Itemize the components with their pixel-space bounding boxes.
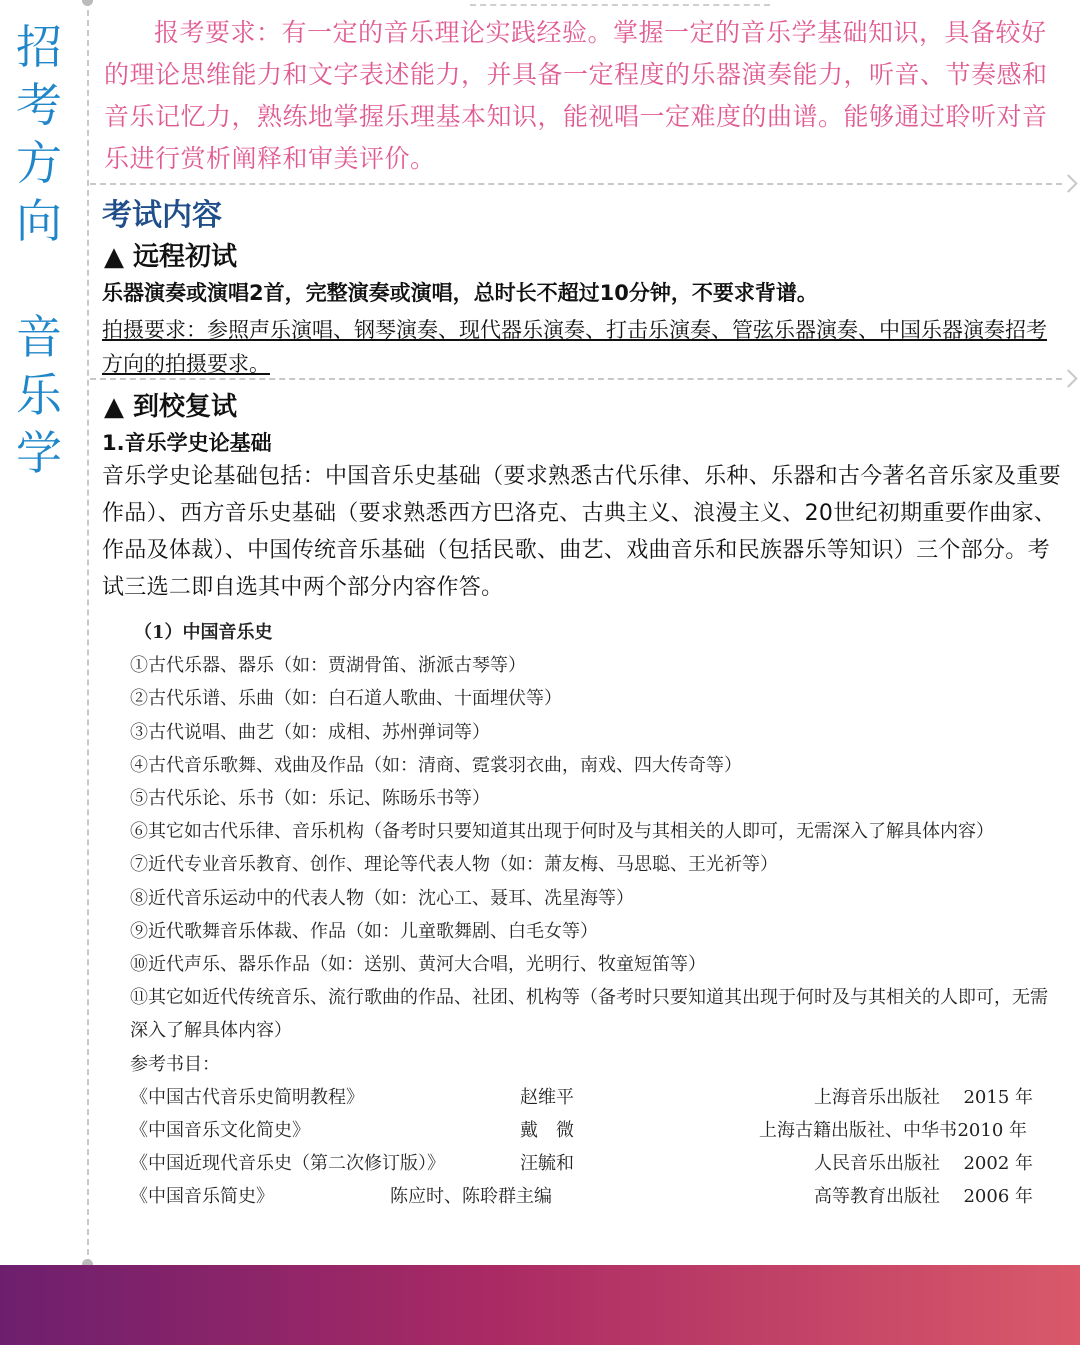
arrow-right-icon xyxy=(1059,369,1077,387)
side-char: 乐 xyxy=(16,368,62,422)
shooting-requirement: 拍摄要求：参照声乐演唱、钢琴演奏、现代器乐演奏、打击乐演奏、管弦乐器演奏、中国乐器演奏招考方向的拍摄要求。 xyxy=(102,318,1047,376)
list-item: ⑥其它如古代乐律、音乐机构（备考时只要知道其出现于何时及与其相关的人即可，无需深入了解具体内容） xyxy=(130,821,994,843)
book-title: 《中国音乐文化简史》 xyxy=(130,1120,310,1142)
book-year: 2010 年 xyxy=(957,1120,1027,1142)
book-author: 汪毓和 xyxy=(520,1153,574,1175)
book-publisher: 上海音乐出版社 xyxy=(814,1086,940,1108)
book-author: 戴 微 xyxy=(520,1120,574,1142)
music-history-theory-title: 1.音乐学史论基础 xyxy=(102,431,272,455)
side-char: 音 xyxy=(16,310,62,364)
divider-dot-top xyxy=(82,0,93,6)
list-item: ①古代乐器、器乐（如：贾湖骨笛、浙派古琴等） xyxy=(130,655,526,677)
reference-row xyxy=(130,1114,1065,1147)
music-history-theory-text: 音乐学史论基础包括：中国音乐史基础（要求熟悉古代乐律、乐种、乐器和古今著名音乐家及重要作品）、西方音乐史基础（要求熟悉西方巴洛克、古典主义、浪漫主义、20世纪初期重要作曲家、作品及体裁）、中国传统音乐基础（包括民歌、曲艺、戏曲音乐和民族器乐等知识）三个部分。考试三选二即自选其中两个部分内容作答。 xyxy=(102,464,1061,600)
remote-exam-requirement: 乐器演奏或演唱2首，完整演奏或演唱，总时长不超过10分钟，不要求背谱。 xyxy=(102,281,818,305)
reference-row xyxy=(130,1147,1065,1180)
list-item: ⑦近代专业音乐教育、创作、理论等代表人物（如：萧友梅、马思聪、王光祈等） xyxy=(130,854,778,876)
side-char: 招 xyxy=(16,20,62,74)
section-divider xyxy=(90,378,1062,380)
book-year: 2015 年 xyxy=(963,1086,1033,1108)
book-publisher: 高等教育出版社 xyxy=(814,1186,940,1208)
side-title-direction xyxy=(12,18,66,250)
book-title: 《中国音乐简史》 xyxy=(130,1186,274,1208)
book-author: 赵维平 xyxy=(520,1086,574,1108)
book-year: 2006 年 xyxy=(963,1186,1033,1208)
list-item: ⑨近代歌舞音乐体裁、作品（如：儿童歌舞剧、白毛女等） xyxy=(130,920,598,942)
book-title: 《中国近现代音乐史（第二次修订版）》 xyxy=(130,1153,445,1175)
chinese-music-history-title: （1）中国音乐史 xyxy=(134,622,273,643)
bottom-gradient-band xyxy=(0,1265,1080,1345)
reference-list xyxy=(130,1081,1065,1214)
side-char: 考 xyxy=(16,78,62,132)
chinese-music-history-block xyxy=(130,616,1065,1214)
side-title-major xyxy=(12,308,66,482)
exam-content-heading: 考试内容 xyxy=(102,198,222,233)
remote-exam-heading: ▲ 远程初试 xyxy=(104,242,238,272)
list-item: ⑤古代乐论、乐书（如：乐记、陈旸乐书等） xyxy=(130,788,490,810)
references-label: 参考书目： xyxy=(130,1053,220,1075)
list-item: ⑪其它如近代传统音乐、流行歌曲的作品、社团、机构等（备考时只要知道其出现于何时及与其相关的人即可，无需深入了解具体内容） xyxy=(130,987,1048,1042)
top-decoration xyxy=(470,0,770,6)
side-char: 向 xyxy=(16,194,62,248)
list-item: ③古代说唱、曲艺（如：成相、苏州弹词等） xyxy=(130,721,490,743)
vertical-divider xyxy=(87,0,89,1265)
book-publisher: 上海古籍出版社、中华书 xyxy=(759,1120,957,1142)
book-author: 陈应时、陈聆群主编 xyxy=(390,1186,552,1208)
book-title: 《中国古代音乐史简明教程》 xyxy=(130,1086,364,1108)
list-item: ②古代乐谱、乐曲（如：白石道人歌曲、十面埋伏等） xyxy=(130,688,562,710)
book-publisher: 人民音乐出版社 xyxy=(814,1153,940,1175)
side-char: 学 xyxy=(16,426,62,480)
section-divider xyxy=(90,183,1062,185)
list-item: ④古代音乐歌舞、戏曲及作品（如：清商、霓裳羽衣曲，南戏、四大传奇等） xyxy=(130,754,742,776)
list-item: ⑩近代声乐、器乐作品（如：送别、黄河大合唱，光明行、牧童短笛等） xyxy=(130,954,706,976)
list-item: ⑧近代音乐运动中的代表人物（如：沈心工、聂耳、冼星海等） xyxy=(130,887,634,909)
onsite-exam-heading: ▲ 到校复试 xyxy=(104,392,238,422)
reference-row xyxy=(130,1180,1065,1213)
reference-row xyxy=(130,1081,1065,1114)
application-requirements: 报考要求：有一定的音乐理论实践经验。掌握一定的音乐学基础知识，具备较好的理论思维能力和文字表述能力，并具备一定程度的乐器演奏能力，听音、节奏感和音乐记忆力，熟练地掌握乐理基本知识，能视唱一定难度的曲谱。能够通过聆听对音乐进行赏析阐释和审美评价。 xyxy=(104,18,1048,173)
side-char: 方 xyxy=(16,136,62,190)
book-year: 2002 年 xyxy=(963,1153,1033,1175)
